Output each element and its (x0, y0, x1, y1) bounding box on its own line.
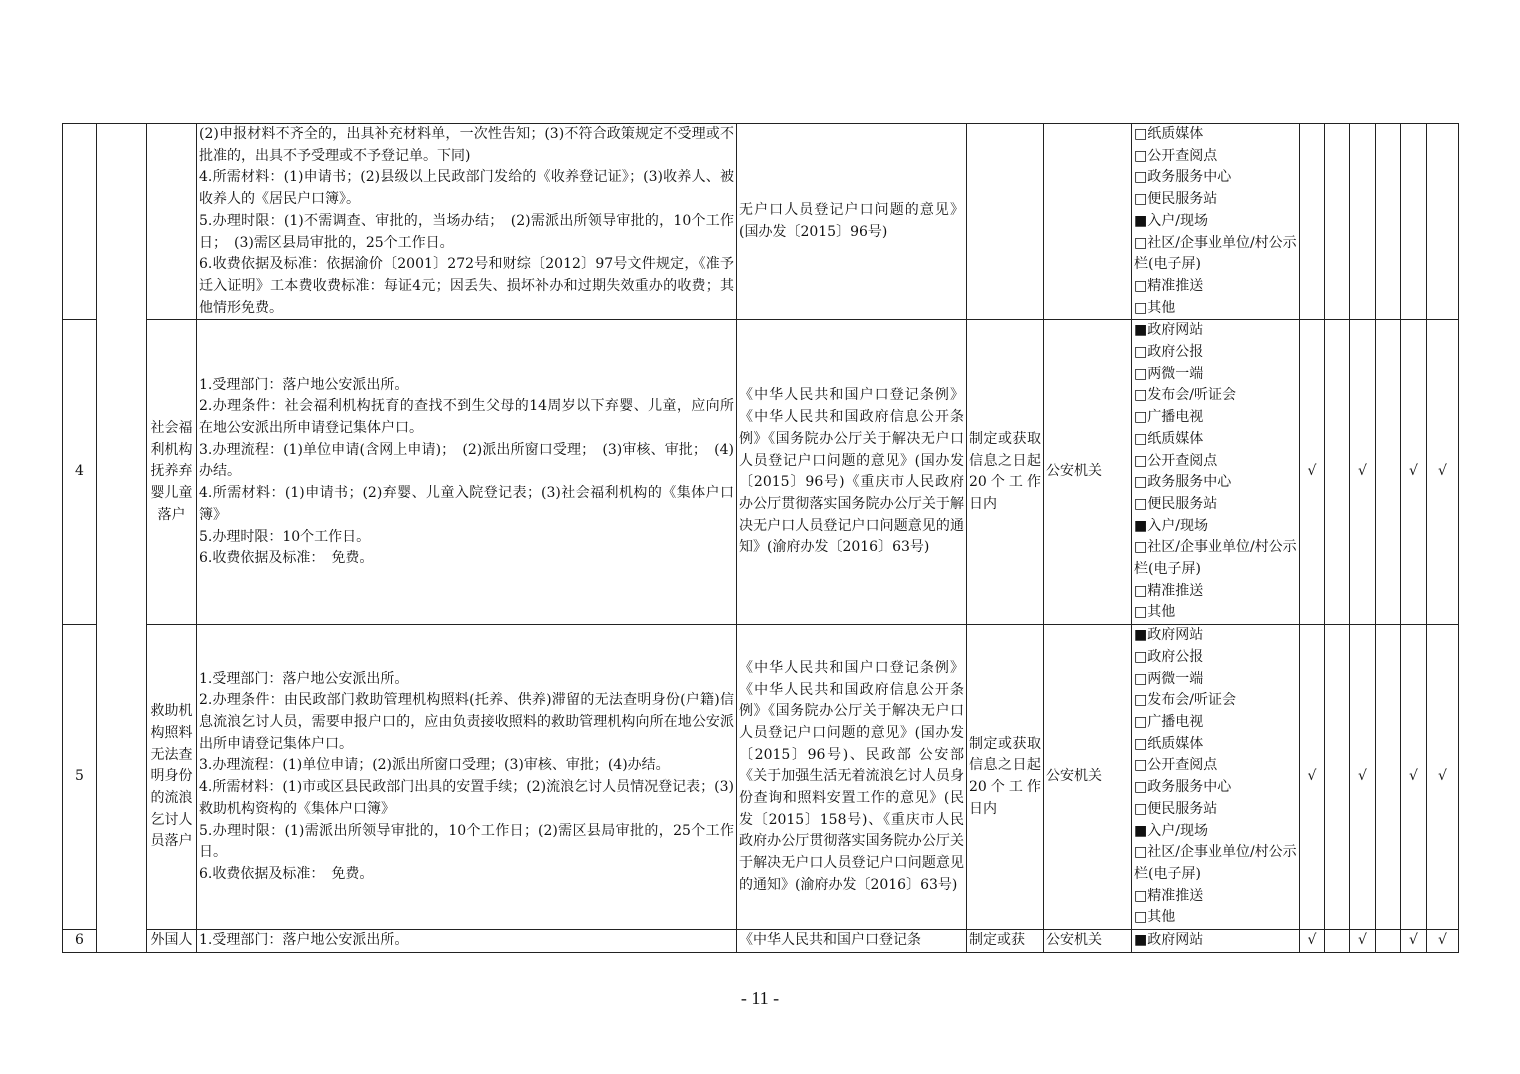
channel-item: □广播电视 (1134, 409, 1204, 426)
item-name: 救助机构照料无法查明身份的流浪乞讨人员落户 (147, 625, 197, 930)
disclosure-subject: 公安机关 (1044, 625, 1132, 930)
channel-item: ■入户/现场 (1134, 822, 1208, 839)
channel-item: □其他 (1134, 604, 1176, 621)
row-number (63, 124, 97, 320)
time-limit (967, 124, 1044, 320)
mark-cell (1300, 124, 1325, 320)
legal-basis: 《中华人民共和国户口登记条例》《中华人民共和国政府信息公开条例》《国务院办公厅关于解决无户口人员登记户口问题的意见》(国办发〔2015〕96号)、民政部 公安部《关于加强生活无着流浪乞讨人员身份查询和照料安置工作的意见》(民发〔2015〕158号)、《重庆市人民政府办公厅贯彻落实国务院办公厅关于解决无户口人员登记户口问题意见的通知》(渝府办发〔2016〕63号) (737, 625, 967, 930)
time-limit: 制定或获 (967, 930, 1044, 953)
content-line: 5.办理时限：(1)不需调查、审批的，当场办结； (2)需派出所领导审批的，10个工作日； (3)需区县局审批的，25个工作日。 (199, 212, 734, 251)
mark-cell (1427, 124, 1459, 320)
channel-item: □纸质媒体 (1134, 735, 1204, 752)
channel-item: □两微一端 (1134, 365, 1204, 382)
table-row (63, 930, 1459, 953)
content-line: 2.办理条件：社会福利机构抚育的查找不到生父母的14周岁以下弃婴、儿童，应向所在地公安派出所申请登记集体户口。 (199, 398, 734, 436)
channel-item: □政务服务中心 (1134, 474, 1232, 491)
table-body (63, 124, 1459, 953)
time-limit: 制定或获取信息之日起20个工作日内 (967, 625, 1044, 930)
content-line: 4.所需材料：(1)市或区县民政部门出具的安置手续；(2)流浪乞讨人员情况登记表；(3)救助机构资构的《集体户口簿》 (199, 779, 734, 817)
page-number: - 11 - (740, 988, 780, 1008)
mark-cell (1376, 124, 1401, 320)
mark-cell: √ (1427, 930, 1459, 953)
content-line: 6.收费依据及标准： 免费。 (199, 550, 374, 567)
channel-item: □政务服务中心 (1134, 779, 1232, 796)
channel-item: □社区/企事业单位/村公示栏(电子屏) (1134, 539, 1297, 578)
mark-cell (1350, 124, 1376, 320)
mark-cell: √ (1427, 320, 1459, 625)
content-line: (2)申报材料不齐全的，出具补充材料单，一次性告知；(3)不符合政策规定不受理或不批准的，出具不予受理或不予登记单。下同) (199, 126, 734, 164)
item-name: 社会福利机构抚养弃婴儿童落户 (147, 320, 197, 625)
channel-item: □精准推送 (1134, 887, 1204, 904)
mark-cell: √ (1401, 625, 1427, 930)
row-number: 4 (63, 320, 97, 625)
channel-item: □纸质媒体 (1134, 126, 1204, 142)
channel-item: □公开查阅点 (1134, 452, 1218, 469)
content-line: 3.办理流程：(1)单位申请(含网上申请)； (2)派出所窗口受理； (3)审核、审批； (4)办结。 (199, 441, 734, 480)
item-content (197, 320, 737, 625)
row-number: 6 (63, 930, 97, 953)
item-content (197, 930, 737, 953)
channel-item: □便民服务站 (1134, 191, 1218, 208)
content-line: 3.办理流程：(1)单位申请；(2)派出所窗口受理；(3)审核、审批；(4)办结。 (199, 757, 670, 774)
disclosure-table (62, 123, 1459, 953)
disclosure-subject: 公安机关 (1044, 320, 1132, 625)
channel-item: ■政府网站 (1134, 627, 1204, 644)
channel-list (1132, 625, 1300, 930)
table-row (63, 625, 1459, 930)
mark-cell (1376, 625, 1401, 930)
mark-cell (1325, 930, 1350, 953)
channel-item: □政府公报 (1134, 648, 1204, 665)
content-line: 5.办理时限：10个工作日。 (199, 528, 371, 545)
mark-cell: √ (1350, 930, 1376, 953)
channel-item: □其他 (1134, 909, 1176, 926)
content-line: 2.办理条件：由民政部门救助管理机构照料(托养、供养)滞留的无法查明身份(户籍)信息流浪乞讨人员，需要申报户口的，应由负责接收照料的救助管理机构向所在地公安派出所申请登记集体户口。 (199, 692, 734, 752)
content-line: 6.收费依据及标准： 免费。 (199, 865, 374, 882)
table-row (63, 124, 1459, 320)
channel-list (1132, 930, 1300, 953)
mark-cell: √ (1350, 320, 1376, 625)
table-row (63, 320, 1459, 625)
channel-item: □公开查阅点 (1134, 147, 1218, 164)
item-name (147, 124, 197, 320)
mark-cell: √ (1300, 625, 1325, 930)
mark-cell: √ (1300, 930, 1325, 953)
legal-basis: 无户口人员登记户口问题的意见》(国办发〔2015〕96号) (737, 124, 967, 320)
content-line: 6.收费依据及标准：依据渝价〔2001〕272号和财综〔2012〕97号文件规定，《准予迁入证明》工本费收费标准：每证4元；因丢失、损坏补办和过期失效重办的收费；其他情形免费。 (199, 256, 734, 316)
time-limit: 制定或获取信息之日起20个工作日内 (967, 320, 1044, 625)
mark-cell (1376, 320, 1401, 625)
disclosure-subject (1044, 124, 1132, 320)
mark-cell (1325, 124, 1350, 320)
mark-cell: √ (1401, 320, 1427, 625)
content-line: 4.所需材料：(1)申请书；(2)县级以上民政部门发给的《收养登记证》；(3)收养人、被收养人的《居民户口簿》。 (199, 169, 734, 208)
mark-cell (1401, 124, 1427, 320)
channel-list (1132, 320, 1300, 625)
channel-item: □便民服务站 (1134, 800, 1218, 817)
content-line: 5.办理时限：(1)需派出所领导审批的，10个工作日；(2)需区县局审批的，25个工作日。 (199, 822, 734, 861)
content-line: 1.受理部门：落户地公安派出所。 (199, 376, 409, 393)
channel-item: ■入户/现场 (1134, 212, 1208, 229)
mark-cell: √ (1427, 625, 1459, 930)
content-line: 1.受理部门：落户地公安派出所。 (199, 932, 409, 949)
channel-item: ■政府网站 (1134, 322, 1204, 339)
channel-item: □政府公报 (1134, 344, 1204, 361)
mark-cell (1376, 930, 1401, 953)
channel-item: □其他 (1134, 299, 1176, 316)
legal-basis: 《中华人民共和国户口登记条例》《中华人民共和国政府信息公开条例》《国务院办公厅关于解决无户口人员登记户口问题的意见》(国办发〔2015〕96号)《重庆市人民政府办公厅贯彻落实国务院办公厅关于解决无户口人员登记户口问题意见的通知》(渝府办发〔2016〕63号) (737, 320, 967, 625)
item-content (197, 625, 737, 930)
category-cell (97, 124, 147, 953)
channel-item: □发布会/听证会 (1134, 387, 1236, 404)
channel-item: □两微一端 (1134, 670, 1204, 687)
channel-item: □社区/企事业单位/村公示栏(电子屏) (1134, 844, 1297, 882)
channel-item: □便民服务站 (1134, 495, 1218, 512)
mark-cell: √ (1350, 625, 1376, 930)
mark-cell: √ (1401, 930, 1427, 953)
channel-item: □精准推送 (1134, 277, 1204, 294)
channel-item: ■政府网站 (1134, 932, 1204, 949)
channel-item: □发布会/听证会 (1134, 692, 1236, 709)
mark-cell (1325, 625, 1350, 930)
channel-item: □广播电视 (1134, 714, 1204, 731)
item-name: 外国人 (147, 930, 197, 953)
mark-cell: √ (1300, 320, 1325, 625)
row-number: 5 (63, 625, 97, 930)
content-line: 4.所需材料：(1)申请书；(2)弃婴、儿童入院登记表；(3)社会福利机构的《集体户口簿》 (199, 485, 734, 523)
channel-item: □精准推送 (1134, 582, 1204, 599)
mark-cell (1325, 320, 1350, 625)
disclosure-subject: 公安机关 (1044, 930, 1132, 953)
channel-item: ■入户/现场 (1134, 517, 1208, 534)
channel-item: □政务服务中心 (1134, 169, 1232, 186)
channel-item: □纸质媒体 (1134, 430, 1204, 447)
channel-list (1132, 124, 1300, 320)
content-line: 1.受理部门：落户地公安派出所。 (199, 670, 409, 687)
legal-basis: 《中华人民共和国户口登记条 (737, 930, 967, 953)
channel-item: □公开查阅点 (1134, 757, 1218, 774)
channel-item: □社区/企事业单位/村公示栏(电子屏) (1134, 234, 1297, 273)
item-content (197, 124, 737, 320)
